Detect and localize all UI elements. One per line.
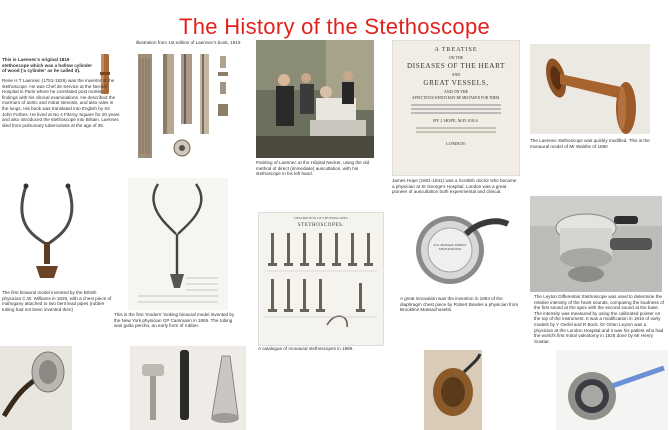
book-line4: AND (451, 72, 461, 77)
caption-bowles: A great innovation was the invention in 1894 of the diaphragm chest piece by Robert Bowles a physician from Brookline Massachusetts. (400, 296, 519, 313)
book-line6: AND ON THE (443, 89, 469, 94)
page-title: The History of the Stethoscope (178, 13, 491, 39)
book-line2: ON THE (448, 55, 464, 60)
walshe-monaural-photo (530, 44, 650, 134)
bowles-diaphragm-photo (404, 204, 516, 292)
bottom-photo-3 (424, 350, 482, 430)
bottom-photo-1 (0, 346, 72, 430)
book-line3: DISEASES OF THE HEART (406, 62, 506, 70)
williams-binaural-photo (10, 182, 84, 286)
caption-laennec-bio: Rene H T Laennec (1781-1826) was the inventor of the stethoscope. He was Chef de Service at the Necker Hospital in Paris where he correlated post mortem findings with his clinical examinations. He described the murmurs of aortic and mitral stenosis, and also rales in the lungs. His book was translated into English by Sir John Forbes. He lived at No 4 Fitzroy Square for 20 years and also introduced the stethoscope into Britain. Laennec died from pulmonary tuberculosis at the age of 35. (2, 78, 120, 128)
monaural-catalogue (258, 212, 384, 346)
caption-painting: Painting of Laennec at the Hôpital Necker, using the old method of direct (immediate) auscultation, with his stethoscope in his left hand. (256, 160, 370, 177)
caption-catalogue: A catalogue of monaural stethoscopes in 1869. (258, 346, 354, 351)
book-line7: AFFECTIONS WHICH MAY BE MISTAKEN FOR THEM. (411, 96, 501, 100)
caption-laennec-1819: This is Laennec's original 1819 stethoscope which was a hollow cylinder of wood ('a cylinder' as he called it). (2, 57, 92, 74)
caption-williams: The first binaural model invented by the British physician C.W. Williams in 1829, with a chest piece of mahogany attached to two bent lead pipes (rubber tubing had not been invented then) (2, 290, 112, 312)
catalogue-header: DESCRIPTION OF STETHOSCOPES (294, 216, 348, 220)
book-line5: GREAT VESSELS, (423, 79, 489, 87)
catalogue-title: STETHOSCOPES. (297, 223, 345, 228)
laennec-book-illustration (128, 48, 248, 166)
bottom-photo-2 (130, 346, 246, 430)
cammann-binaural-photo (128, 178, 228, 310)
diaphragm-inscription: R.G. BOWLES' PATENT STETHOSCOPE (433, 243, 467, 251)
laennec-painting (256, 40, 374, 158)
bottom-photo-4 (556, 350, 668, 430)
hope-book-title-page (392, 40, 520, 176)
leyton-differential-photo (530, 196, 662, 292)
book-author: BY J. HOPE, M.D. F.R.S. (433, 118, 479, 123)
book-place: LONDON: (446, 141, 466, 146)
caption-cammann: This is the first 'modern' looking binaural model invented by the New York physician GP Cammann in 1855. The tubing was gutta percha, an early form of rubber. (114, 312, 235, 329)
caption-illustration-1819: Illustration from 1st edition of Laennec's book, 1819 (135, 40, 241, 45)
caption-walshe: The Laennec stethoscope was quickly modified. This is the monaural model of Mr Walshe of 1850 (530, 138, 650, 149)
caption-james-hope: James Hope (1801-1841) was a Scottish doctor who became a physician at St George's Hospital, London was a great pioneer of auscultation both experimental and clinical. (392, 178, 517, 195)
caption-leyton: The Leyton Differential Stethoscope was used to determine the relative intensity of the heart sounds, comparing the loudness of the first sound at the apex with the second sound at the base. The intensity was measured by using the calibrated pointer on the top of the instrument. It was a modification in 1916 of early models by Y Gerlel and R Bock. Dr Orton Leyton was a physician at the London Hospital and it was his patient who had the world's first mitral valvotomy in 1925 done by Mr Henry Souttar. (534, 294, 664, 344)
book-line1: A TREATISE (434, 47, 478, 53)
